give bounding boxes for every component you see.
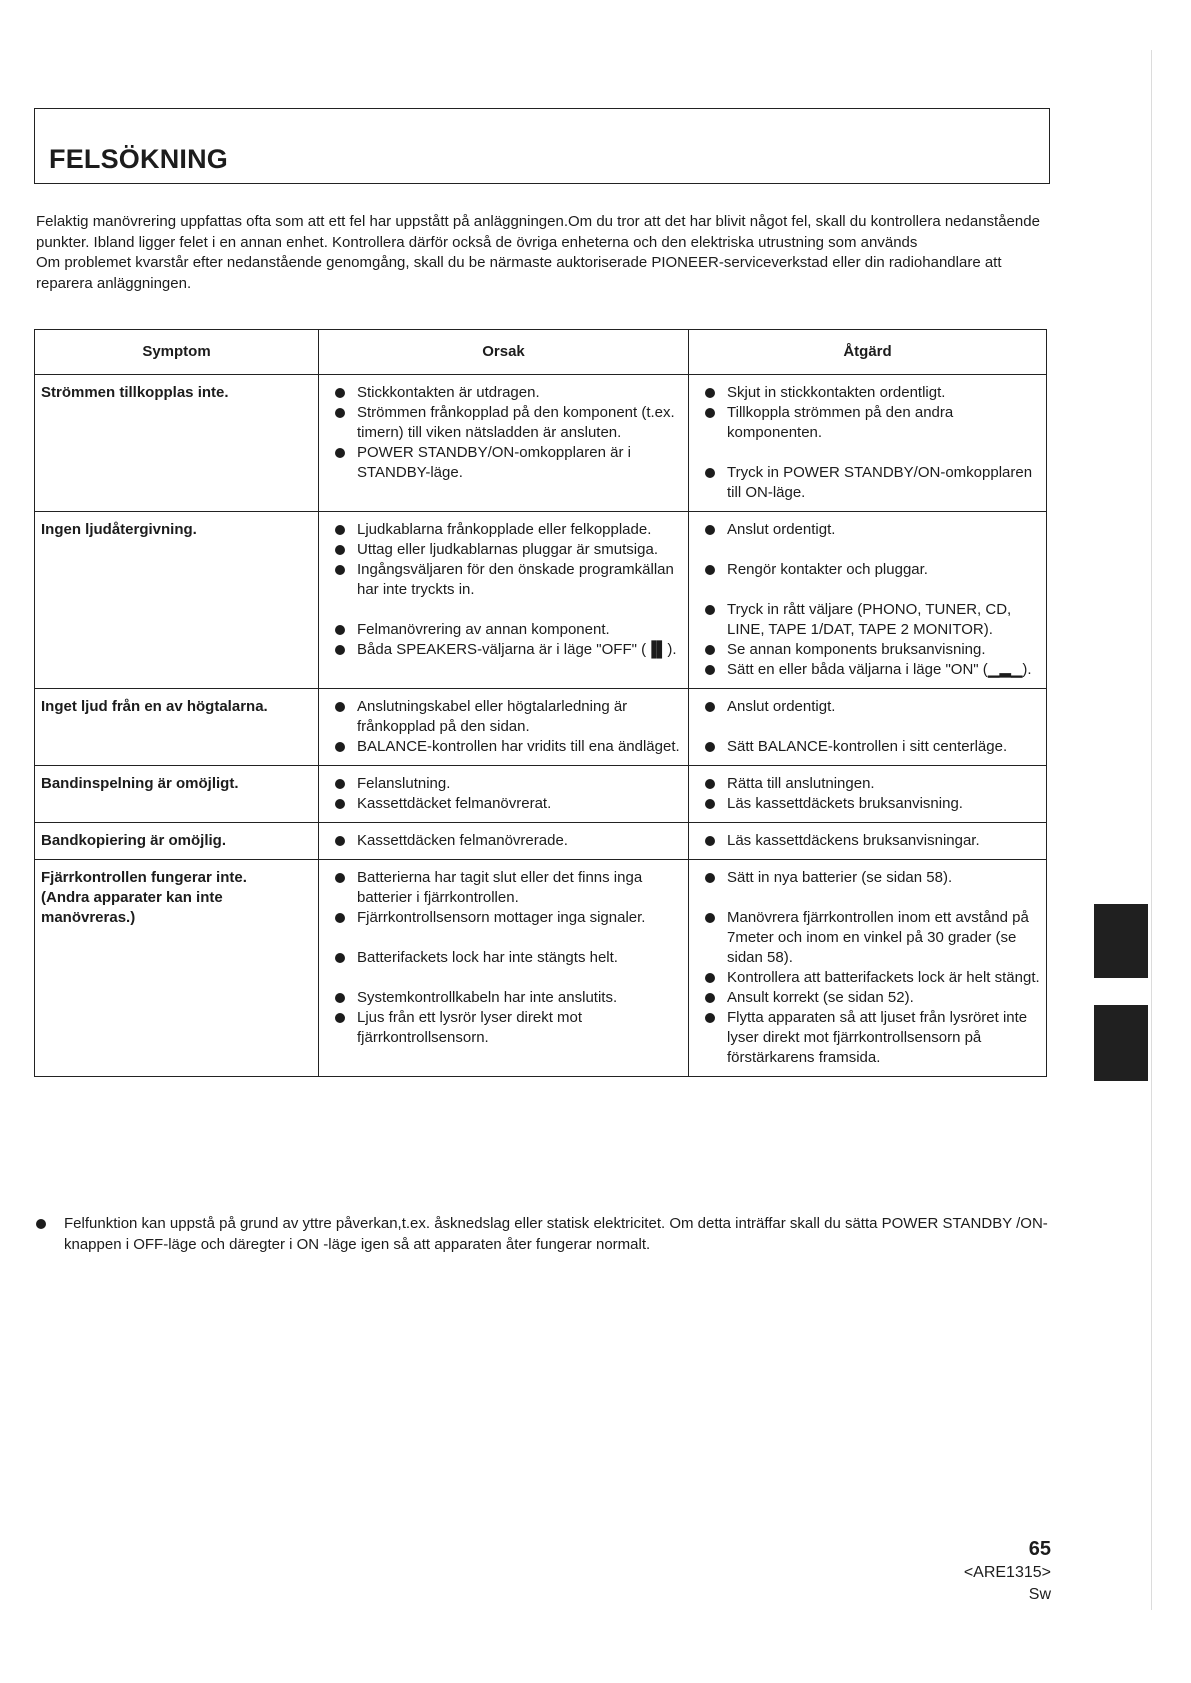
- cause-item: POWER STANDBY/ON-omkopplaren är i STANDBY-läge.: [325, 443, 682, 483]
- remedy-cell: [689, 823, 1047, 860]
- remedy-item: Läs kassettdäckens bruksanvisningar.: [695, 831, 1040, 851]
- table-row: [35, 375, 1047, 512]
- bullet-icon: [705, 1013, 715, 1023]
- bullet-icon: [335, 408, 345, 418]
- cause-item: Fjärrkontrollsensorn mottager inga signaler.: [325, 908, 682, 928]
- bullet-icon: [335, 1013, 345, 1023]
- bullet-icon: [335, 625, 345, 635]
- section-tab-marker: [1094, 904, 1148, 978]
- symptom-text: Ingen ljudåtergivning.: [41, 521, 197, 538]
- remedy-cell: [689, 375, 1047, 512]
- remedy-item: Rätta till anslutningen.: [695, 774, 1040, 794]
- cause-item: Uttag eller ljudkablarnas pluggar är smutsiga.: [325, 540, 682, 560]
- cause-item: Felanslutning.: [325, 774, 682, 794]
- cause-item: Båda SPEAKERS-väljarna är i läge "OFF" (▐▌).: [325, 640, 682, 660]
- intro-paragraph: Felaktig manövrering uppfattas ofta som att ett fel har uppstått på anläggningen.Om du tror att det har blivit något fel, skall du kontrollera nedanstående punkter. Ibland ligger felet i en annan enhet. Kontrollera därför också de övriga enheterna och den elektriska utrustning som används: [36, 213, 1040, 251]
- cause-cell: [319, 860, 689, 1077]
- symptom-text: Inget ljud från en av högtalarna.: [41, 698, 268, 715]
- language-code: Sw: [1028, 1586, 1051, 1603]
- section-tab-marker: [1094, 1005, 1148, 1081]
- bullet-icon: [705, 873, 715, 883]
- remedy-item: Tryck in POWER STANDBY/ON-omkopplaren till ON-läge.: [695, 463, 1040, 503]
- remedy-item: Sätt in nya batterier (se sidan 58).: [695, 868, 1040, 888]
- title-box: [34, 108, 1050, 184]
- symptom-cell: [35, 860, 319, 1077]
- header-remedy: Åtgärd: [689, 330, 1047, 375]
- remedy-item: Sätt en eller båda väljarna i läge "ON" (▁▂▁).: [695, 660, 1040, 680]
- remedy-cell: [689, 512, 1047, 689]
- symptom-cell: [35, 512, 319, 689]
- bullet-icon: [705, 645, 715, 655]
- bullet-icon: [335, 742, 345, 752]
- bullet-icon: [705, 836, 715, 846]
- cause-item: Strömmen frånkopplad på den komponent (t.ex. timern) till viken nätsladden är ansluten.: [325, 403, 682, 443]
- intro-text: [36, 212, 1051, 294]
- cause-cell: [319, 689, 689, 766]
- troubleshooting-table: [34, 329, 1047, 1077]
- table-row: [35, 860, 1047, 1077]
- cause-item: Felmanövrering av annan komponent.: [325, 620, 682, 640]
- symptom-text: Fjärrkontrollen fungerar inte.: [41, 869, 247, 886]
- table-row: [35, 766, 1047, 823]
- bullet-icon: [335, 993, 345, 1003]
- bullet-icon: [335, 779, 345, 789]
- bullet-icon: [335, 799, 345, 809]
- symptom-cell: [35, 375, 319, 512]
- bullet-icon: [705, 468, 715, 478]
- remedy-item: Ansult korrekt (se sidan 52).: [695, 988, 1040, 1008]
- cause-item: Batterierna har tagit slut eller det finns inga batterier i fjärrkontrollen.: [325, 868, 682, 908]
- bullet-icon: [335, 645, 345, 655]
- bullet-icon: [705, 525, 715, 535]
- cause-item: Anslutningskabel eller högtalarledning är frånkopplad på den sidan.: [325, 697, 682, 737]
- bullet-icon: [705, 388, 715, 398]
- bullet-icon: [705, 973, 715, 983]
- remedy-item: Manövrera fjärrkontrollen inom ett avstånd på 7meter och inom en vinkel på 30 grader (se sidan 58).: [695, 908, 1040, 968]
- bullet-icon: [705, 779, 715, 789]
- remedy-item: Anslut ordentigt.: [695, 520, 1040, 540]
- page-edge-line: [1151, 50, 1152, 1610]
- remedy-item: Skjut in stickkontakten ordentligt.: [695, 383, 1040, 403]
- bullet-icon: [335, 525, 345, 535]
- cause-item: Ingångsväljaren för den önskade programkällan har inte tryckts in.: [325, 560, 682, 600]
- bullet-icon: [335, 565, 345, 575]
- table-row: [35, 823, 1047, 860]
- remedy-item: Rengör kontakter och pluggar.: [695, 560, 1040, 580]
- bullet-icon: [36, 1219, 46, 1229]
- symptom-text: Bandkopiering är omöjlig.: [41, 832, 227, 849]
- symptom-subtext: (Andra apparater kan inte manövreras.): [41, 889, 223, 926]
- remedy-item: Kontrollera att batterifackets lock är helt stängt.: [695, 968, 1040, 988]
- remedy-item: Läs kassettdäckets bruksanvisning.: [695, 794, 1040, 814]
- table-header-row: [35, 330, 1047, 375]
- bullet-icon: [705, 408, 715, 418]
- page-footer: [964, 1536, 1051, 1606]
- remedy-item: Tillkoppla strömmen på den andra komponenten.: [695, 403, 1040, 443]
- bullet-icon: [335, 913, 345, 923]
- bullet-icon: [705, 799, 715, 809]
- bullet-icon: [705, 993, 715, 1003]
- intro-paragraph: Om problemet kvarstår efter nedanstående genomgång, skall du be närmaste auktoriserade PIONEER-serviceverkstad eller din radiohandlare att reparera anläggningen.: [36, 254, 1002, 292]
- bullet-icon: [705, 605, 715, 615]
- bullet-icon: [335, 702, 345, 712]
- page-title: FELSÖKNING: [49, 144, 229, 174]
- bullet-icon: [705, 665, 715, 675]
- header-symptom: Symptom: [35, 330, 319, 375]
- document-code: <ARE1315>: [963, 1564, 1051, 1581]
- footnote: [36, 1213, 1051, 1255]
- cause-cell: [319, 823, 689, 860]
- table-row: [35, 689, 1047, 766]
- bullet-icon: [335, 448, 345, 458]
- bullet-icon: [335, 873, 345, 883]
- page-number: 65: [1028, 1538, 1051, 1560]
- symptom-cell: [35, 823, 319, 860]
- bullet-icon: [335, 836, 345, 846]
- bullet-icon: [705, 565, 715, 575]
- cause-cell: [319, 766, 689, 823]
- cause-item: Kassettdäcket felmanövrerat.: [325, 794, 682, 814]
- cause-item: Stickkontakten är utdragen.: [325, 383, 682, 403]
- remedy-item: Anslut ordentigt.: [695, 697, 1040, 717]
- remedy-item: Sätt BALANCE-kontrollen i sitt centerläge.: [695, 737, 1040, 757]
- cause-item: Batterifackets lock har inte stängts helt.: [325, 948, 682, 968]
- cause-item: Systemkontrollkabeln har inte anslutits.: [325, 988, 682, 1008]
- symptom-cell: [35, 689, 319, 766]
- symptom-cell: [35, 766, 319, 823]
- bullet-icon: [335, 545, 345, 555]
- bullet-icon: [705, 913, 715, 923]
- cause-item: Ljudkablarna frånkopplade eller felkopplade.: [325, 520, 682, 540]
- remedy-item: Se annan komponents bruksanvisning.: [695, 640, 1040, 660]
- cause-item: Ljus från ett lysrör lyser direkt mot fjärrkontrollsensorn.: [325, 1008, 682, 1048]
- symptom-text: Bandinspelning är omöjligt.: [41, 775, 239, 792]
- cause-cell: [319, 375, 689, 512]
- cause-item: BALANCE-kontrollen har vridits till ena ändläget.: [325, 737, 682, 757]
- cause-cell: [319, 512, 689, 689]
- symptom-text: Strömmen tillkopplas inte.: [41, 384, 229, 401]
- remedy-item: Tryck in rått väljare (PHONO, TUNER, CD, LINE, TAPE 1/DAT, TAPE 2 MONITOR).: [695, 600, 1040, 640]
- table-row: [35, 512, 1047, 689]
- remedy-cell: [689, 860, 1047, 1077]
- bullet-icon: [705, 702, 715, 712]
- remedy-item: Flytta apparaten så att ljuset från lysröret inte lyser direkt mot fjärrkontrollsensorn på förstärkarens framsida.: [695, 1008, 1040, 1068]
- bullet-icon: [705, 742, 715, 752]
- cause-item: Kassettdäcken felmanövrerade.: [325, 831, 682, 851]
- footnote-text: Felfunktion kan uppstå på grund av yttre påverkan,t.ex. åsknedslag eller statisk elektricitet. Om detta inträffar skall du sätta POWER STANDBY /ON-knappen i OFF-läge och däregter i ON -läge igen så att apparaten åter fungerar normalt.: [64, 1215, 1048, 1253]
- bullet-icon: [335, 388, 345, 398]
- remedy-cell: [689, 689, 1047, 766]
- header-cause: Orsak: [319, 330, 689, 375]
- bullet-icon: [335, 953, 345, 963]
- remedy-cell: [689, 766, 1047, 823]
